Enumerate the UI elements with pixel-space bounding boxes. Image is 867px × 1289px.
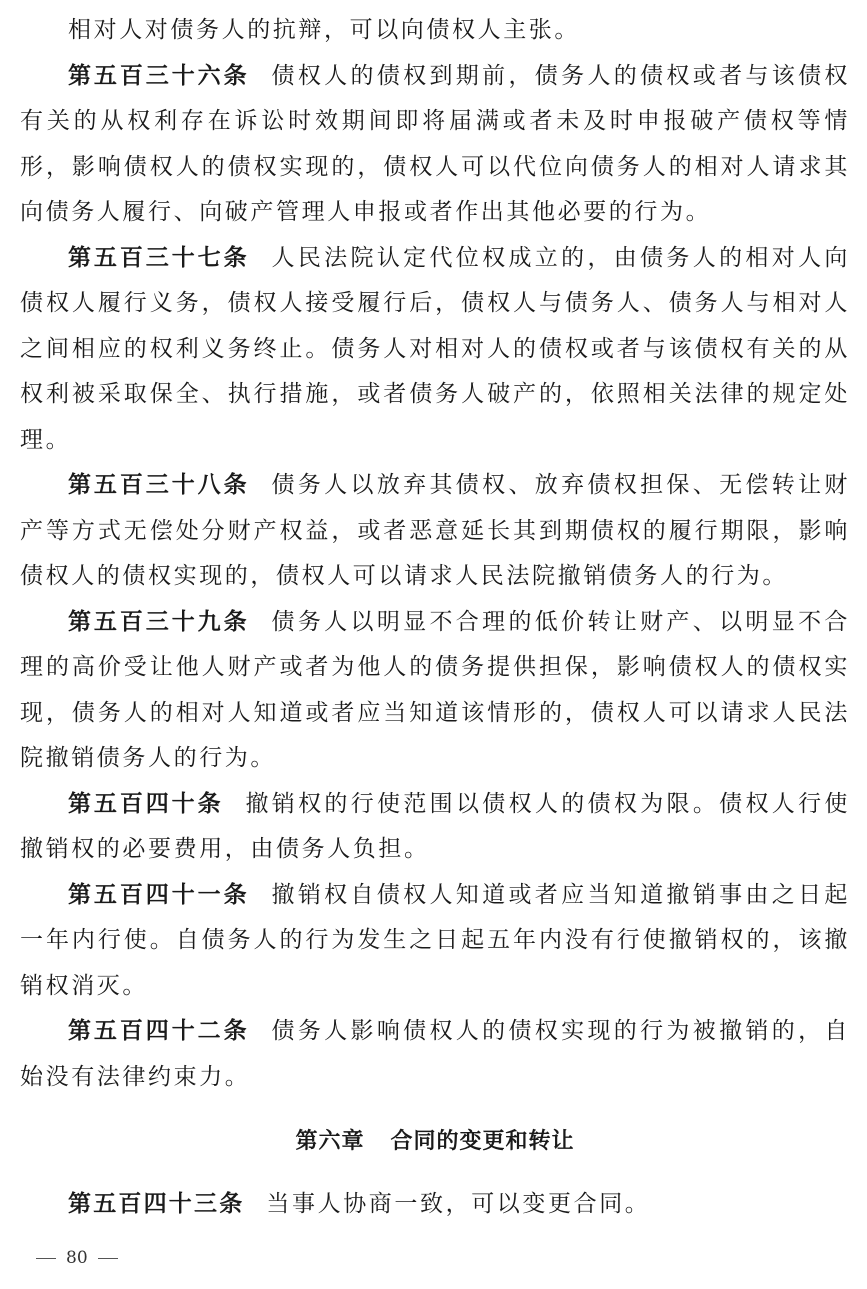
- article-number: 第五百三十九条: [68, 608, 250, 635]
- article-paragraph: [20, 873, 850, 1010]
- article-paragraph: [20, 54, 850, 236]
- article-number: 第五百三十七条: [68, 244, 250, 271]
- article-number: 第五百三十八条: [68, 472, 250, 498]
- article-text: 撤销权自债权人知道或者应当知道撤销事由之日起一年内行使。自债务人的行为发生之日起五年内没有行使撤销权的，该撤销权消灭。: [20, 881, 850, 999]
- page-number: 80: [66, 1248, 88, 1268]
- article-text: 当事人协商一致，可以变更合同。: [266, 1191, 651, 1217]
- article-list: [20, 8, 850, 1100]
- article-number: 第五百四十条: [68, 790, 224, 817]
- page-footer: [26, 1248, 128, 1268]
- chapter-heading: [20, 1122, 850, 1162]
- footer-dash-left: [36, 1258, 56, 1259]
- article-text: 人民法院认定代位权成立的，由债务人的相对人向债权人履行义务，债权人接受履行后，债权人与债务人、债务人与相对人之间相应的权利义务终止。债务人对相对人的债权或者与该债权有关的从权利被采取保全、执行措施，或者债务人破产的，依照相关法律的规定处理。: [20, 244, 850, 453]
- article-text: 撤销权的行使范围以债权人的债权为限。债权人行使撤销权的必要费用，由债务人负担。: [20, 790, 850, 862]
- article-text: 债务人影响债权人的债权实现的行为被撤销的，自始没有法律约束力。: [20, 1018, 850, 1090]
- article-text: 债务人以明显不合理的低价转让财产、以明显不合理的高价受让他人财产或者为他人的债务提供担保，影响债权人的债权实现，债务人的相对人知道或者应当知道该情形的，债权人可以请求人民法院撤销债务人的行为。: [20, 608, 850, 771]
- article-paragraph: [20, 1009, 850, 1100]
- chapter-title: 合同的变更和转让: [390, 1129, 575, 1154]
- chapter-number: 第六章: [295, 1129, 365, 1154]
- article-number: 第五百四十三条: [68, 1191, 245, 1217]
- footer-dash-right: [98, 1258, 118, 1259]
- article-paragraph: [20, 236, 850, 464]
- article-number: 第五百四十二条: [68, 1018, 250, 1044]
- article-text: 债务人以放弃其债权、放弃债权担保、无偿转让财产等方式无偿处分财产权益，或者恶意延长其到期债权的履行期限，影响债权人的债权实现的，债权人可以请求人民法院撤销债务人的行为。: [20, 472, 850, 589]
- article-paragraph: [20, 782, 850, 873]
- article-paragraph: [20, 463, 850, 600]
- article-paragraph: [20, 1182, 850, 1228]
- article-number: 第五百四十一条: [68, 881, 250, 908]
- document-page: [20, 8, 850, 1228]
- article-number: 第五百三十六条: [68, 62, 250, 89]
- article-text: 债权人的债权到期前，债务人的债权或者与该债权有关的从权利存在诉讼时效期间即将届满或者未及时申报破产债权等情形，影响债权人的债权实现的，债权人可以代位向债务人的相对人请求其向债务人履行、向破产管理人申报或者作出其他必要的行为。: [20, 62, 850, 225]
- article-paragraph: [20, 8, 850, 54]
- article-paragraph: [20, 600, 850, 782]
- article-text: 相对人对债务人的抗辩，可以向债权人主张。: [68, 17, 580, 43]
- article-list-after-chapter: [20, 1182, 850, 1228]
